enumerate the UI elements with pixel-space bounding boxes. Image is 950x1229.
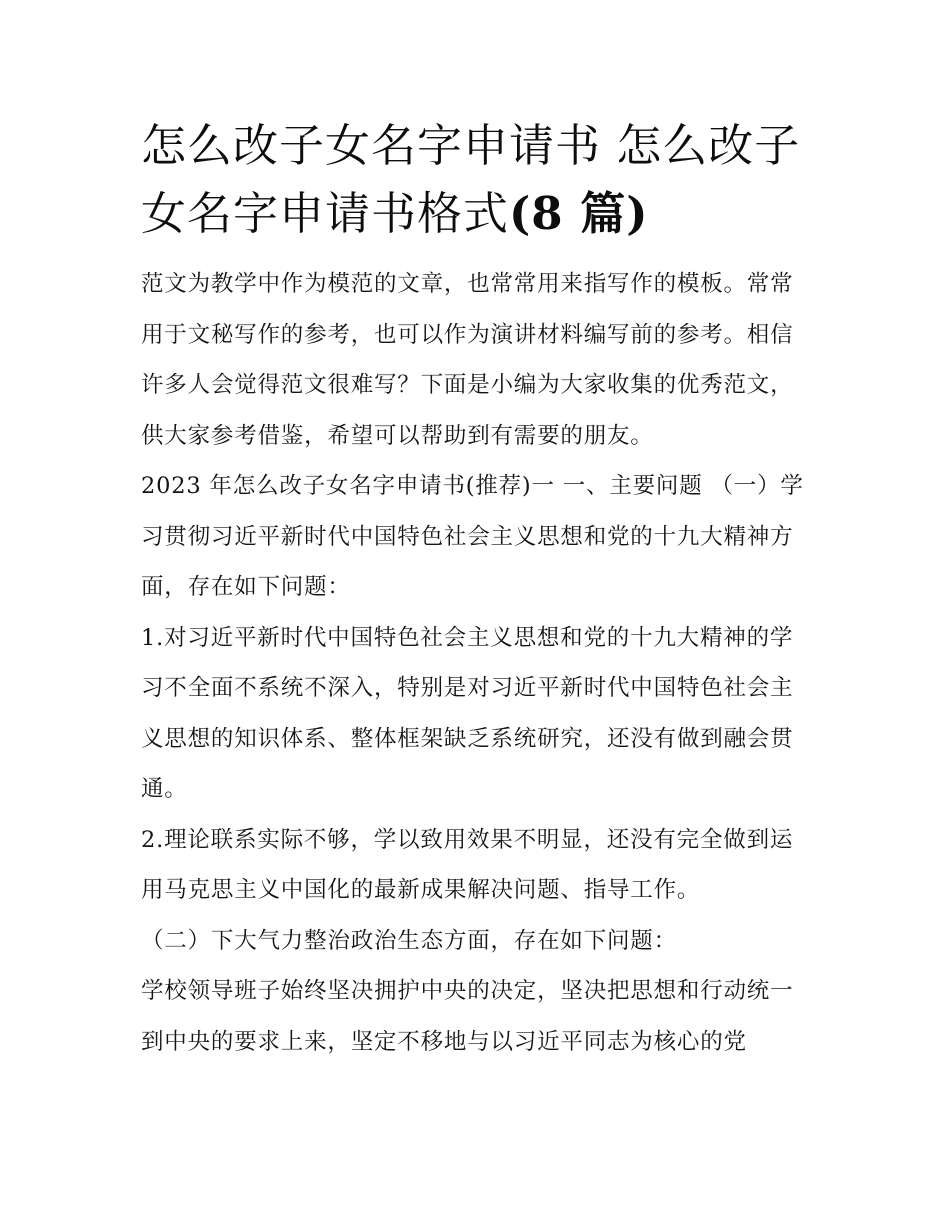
paragraph-item-1: 1.对习近平新时代中国特色社会主义思想和党的十九大精神的学习不全面不系统不深入，特别是对习近平新时代中国特色社会主义思想的知识体系、整体框架缺乏系统研究，还没有做到融会贯通。 — [141, 624, 794, 802]
paragraph-section-two-body: 学校领导班子始终坚决拥护中央的决定，坚决把思想和行动统一到中央的要求上来，坚定不移地与以习近平同志为核心的党 — [141, 978, 794, 1055]
document-title — [141, 112, 813, 248]
paragraph-intro: 范文为教学中作为模范的文章，也常常用来指写作的模板。常常用于文秘写作的参考，也可以作为演讲材料编写前的参考。相信许多人会觉得范文很难写？下面是小编为大家收集的优秀范文，供大家参考借鉴，希望可以帮助到有需要的朋友。 — [141, 271, 794, 449]
title-count: (8 篇) — [509, 187, 649, 240]
paragraph-section-one: 2023 年怎么改子女名字申请书(推荐)一 一、主要问题 （一）学习贯彻习近平新时代中国特色社会主义思想和党的十九大精神方面，存在如下问题： — [141, 473, 804, 600]
document-body — [141, 112, 813, 1067]
paragraph-section-two: （二）下大气力整治政治生态方面，存在如下问题： — [141, 927, 677, 954]
title-text: 怎么改子女名字申请书 怎么改子女名字申请书格式 — [141, 119, 801, 240]
paragraph-item-2: 2.理论联系实际不够，学以致用效果不明显，还没有完全做到运用马克思主义中国化的最新成果解决问题、指导工作。 — [141, 826, 794, 903]
